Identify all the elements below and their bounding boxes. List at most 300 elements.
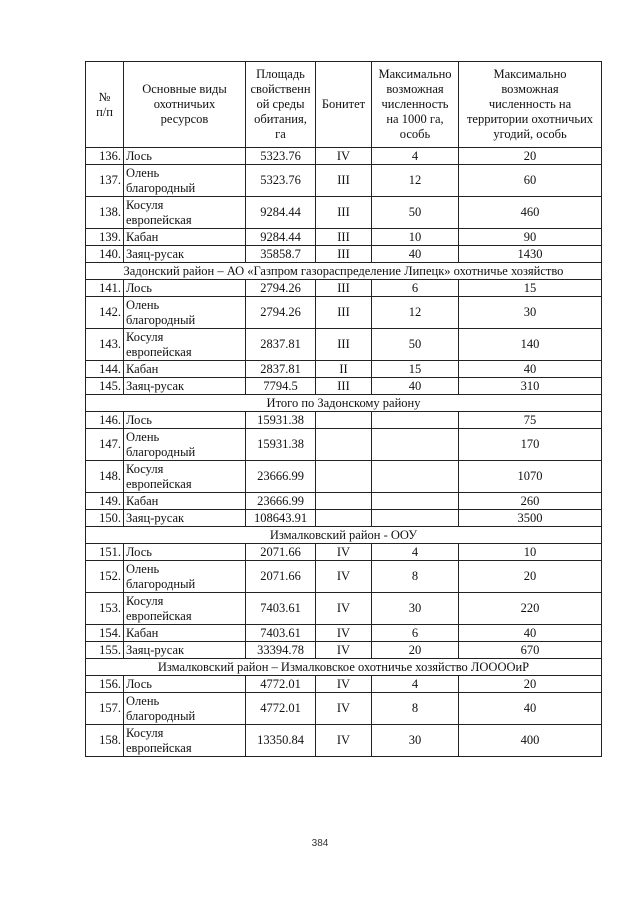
cell-text: III (337, 280, 350, 295)
section-title: Измалковский район - ООУ (86, 527, 602, 544)
row-number-cell (86, 642, 124, 659)
section-title: Задонский район – АО «Газпром газораспределение Липецк» охотничье хозяйство (86, 263, 602, 280)
table-row (86, 593, 602, 625)
species-cell (124, 165, 246, 197)
cell-text: IV (336, 642, 351, 657)
area-cell (246, 510, 316, 527)
cell-text: Олень (126, 165, 160, 180)
area-cell (246, 429, 316, 461)
density-cell (372, 378, 459, 395)
cell-text: европейская (126, 344, 192, 359)
bonitet-cell (316, 461, 372, 493)
species-cell (124, 593, 246, 625)
bonitet-cell (316, 229, 372, 246)
row-number-cell (86, 561, 124, 593)
max-count-cell (459, 429, 602, 461)
cell-text: 151. (99, 544, 121, 559)
cell-text: Косуля (126, 725, 164, 740)
cell-text: 1430 (517, 246, 543, 261)
section-header-row (86, 659, 602, 676)
bonitet-cell (316, 561, 372, 593)
cell-text: 12 (408, 305, 422, 319)
cell-text: 145. (99, 378, 121, 393)
cell-text: 7794.5 (263, 378, 298, 393)
area-cell (246, 725, 316, 757)
table-row (86, 246, 602, 263)
cell-text: 23666.99 (257, 493, 304, 508)
density-cell (372, 148, 459, 165)
header-line: га (275, 127, 286, 141)
cell-text: 20 (523, 148, 537, 163)
cell-text: благородный (126, 180, 196, 195)
cell-text: 310 (520, 378, 540, 393)
cell-text: III (337, 173, 350, 187)
cell-text: Олень (126, 693, 160, 708)
species-cell (124, 148, 246, 165)
row-number-cell (86, 329, 124, 361)
density-cell (372, 544, 459, 561)
header-line: ресурсов (160, 112, 209, 126)
cell-text: Олень (126, 561, 160, 576)
cell-text: Косуля (126, 197, 164, 212)
cell-text: 156. (99, 676, 121, 691)
cell-text: 10 (523, 544, 537, 559)
cell-text: 170 (520, 437, 540, 451)
cell-text: 40 (408, 246, 422, 261)
cell-text: III (337, 305, 350, 319)
max-count-cell (459, 148, 602, 165)
species-cell (124, 297, 246, 329)
cell-text: 75 (523, 412, 537, 427)
bonitet-cell (316, 361, 372, 378)
cell-text: 23666.99 (257, 469, 304, 483)
cell-text: 108643.91 (253, 510, 308, 525)
area-cell (246, 544, 316, 561)
cell-text: 12 (408, 173, 422, 187)
cell-text: 2837.81 (260, 361, 301, 376)
cell-text: 15 (408, 361, 422, 376)
cell-text: Косуля (126, 461, 164, 476)
table-row (86, 625, 602, 642)
species-cell (124, 361, 246, 378)
table-body (86, 148, 602, 757)
cell-text: 4 (411, 148, 419, 163)
max-count-cell (459, 361, 602, 378)
cell-text: 148. (99, 469, 121, 483)
species-cell (124, 429, 246, 461)
cell-text: 149. (99, 493, 121, 508)
table-row (86, 676, 602, 693)
cell-text: 153. (99, 601, 121, 615)
cell-text: 4 (411, 544, 419, 559)
area-cell (246, 378, 316, 395)
section-header-row (86, 395, 602, 412)
table-row (86, 642, 602, 659)
bonitet-cell (316, 693, 372, 725)
cell-text: 50 (408, 205, 422, 219)
header-line: охотничьих (153, 97, 216, 111)
table-row (86, 280, 602, 297)
cell-text: 157. (99, 701, 121, 715)
header-line: свойственн (250, 82, 311, 96)
bonitet-cell (316, 329, 372, 361)
area-cell (246, 412, 316, 429)
cell-text: IV (336, 544, 351, 559)
area-cell (246, 493, 316, 510)
cell-text: 150. (99, 510, 121, 525)
row-number-cell (86, 246, 124, 263)
table-row (86, 197, 602, 229)
density-cell (372, 593, 459, 625)
bonitet-cell (316, 412, 372, 429)
cell-text: III (337, 337, 350, 351)
cell-text: благородный (126, 708, 196, 723)
table-row (86, 693, 602, 725)
cell-text: Заяц-русак (126, 378, 185, 393)
cell-text: 260 (520, 493, 540, 508)
table-row (86, 544, 602, 561)
cell-text: европейская (126, 476, 192, 491)
cell-text: 2071.66 (260, 544, 301, 559)
header-line: угодий, особь (493, 127, 567, 141)
cell-text: 90 (523, 229, 537, 244)
cell-text: 154. (99, 625, 121, 640)
cell-text: 20 (408, 642, 422, 657)
species-cell (124, 229, 246, 246)
area-cell (246, 642, 316, 659)
bonitet-cell (316, 297, 372, 329)
header-line: Бонитет (321, 97, 366, 111)
cell-text: 4 (411, 676, 419, 691)
density-cell (372, 280, 459, 297)
header-line: обитания, (254, 112, 307, 126)
species-cell (124, 544, 246, 561)
cell-text: 9284.44 (260, 205, 301, 219)
density-cell (372, 725, 459, 757)
bonitet-cell (316, 676, 372, 693)
cell-text: 139. (99, 229, 121, 244)
row-number-cell (86, 676, 124, 693)
cell-text: европейская (126, 740, 192, 755)
area-cell (246, 297, 316, 329)
density-cell (372, 246, 459, 263)
table-row (86, 510, 602, 527)
species-cell (124, 493, 246, 510)
cell-text: 6 (411, 280, 419, 295)
cell-text: 8 (411, 569, 419, 583)
area-cell (246, 229, 316, 246)
max-count-cell (459, 676, 602, 693)
cell-text: II (339, 361, 348, 376)
cell-text: 15931.38 (257, 412, 304, 427)
cell-text: 138. (99, 205, 121, 219)
cell-text: 5323.76 (260, 148, 301, 163)
cell-text: Косуля (126, 593, 164, 608)
cell-text: 40 (523, 701, 537, 715)
density-cell (372, 412, 459, 429)
cell-text: 10 (408, 229, 422, 244)
species-cell (124, 412, 246, 429)
header-line: Площадь (256, 67, 305, 81)
cell-text: 33394.78 (257, 642, 304, 657)
bonitet-cell (316, 725, 372, 757)
row-number-cell (86, 461, 124, 493)
cell-text: 7403.61 (260, 601, 301, 615)
header-line: особь (399, 127, 431, 141)
header-line: возможная (386, 82, 444, 96)
max-count-cell (459, 378, 602, 395)
density-cell (372, 361, 459, 378)
cell-text: 460 (520, 205, 540, 219)
cell-text: IV (336, 601, 351, 615)
max-count-cell (459, 693, 602, 725)
cell-text: 144. (99, 361, 121, 376)
cell-text: IV (336, 569, 351, 583)
hunting-resources-table (85, 61, 602, 757)
density-cell (372, 329, 459, 361)
bonitet-cell (316, 378, 372, 395)
species-cell (124, 329, 246, 361)
area-cell (246, 165, 316, 197)
species-cell (124, 280, 246, 297)
cell-text: Кабан (126, 361, 159, 376)
species-cell (124, 642, 246, 659)
cell-text: 140 (520, 337, 540, 351)
species-cell (124, 725, 246, 757)
cell-text: 30 (523, 305, 537, 319)
header-line: № (98, 89, 111, 104)
max-count-cell (459, 412, 602, 429)
header-line: Максимально (493, 67, 567, 81)
cell-text: 136. (99, 148, 121, 163)
cell-text: IV (336, 701, 351, 715)
table-row (86, 461, 602, 493)
species-cell (124, 378, 246, 395)
species-cell (124, 693, 246, 725)
cell-text: 40 (523, 625, 537, 640)
cell-text: IV (336, 676, 351, 691)
density-cell (372, 461, 459, 493)
cell-text: Лось (126, 412, 152, 427)
cell-text: 13350.84 (257, 733, 304, 747)
table-row (86, 165, 602, 197)
table-row (86, 148, 602, 165)
header-line: Максимально (378, 67, 452, 81)
section-header-row (86, 263, 602, 280)
bonitet-cell (316, 280, 372, 297)
cell-text: IV (336, 625, 351, 640)
cell-text: 670 (520, 642, 540, 657)
cell-text: благородный (126, 444, 196, 459)
species-cell (124, 246, 246, 263)
density-cell (372, 642, 459, 659)
row-number-cell (86, 510, 124, 527)
species-cell (124, 625, 246, 642)
max-count-cell (459, 197, 602, 229)
cell-text: 15 (523, 280, 537, 295)
cell-text: 40 (523, 361, 537, 376)
cell-text: III (337, 378, 350, 393)
cell-text: благородный (126, 312, 196, 327)
cell-text: 152. (99, 569, 121, 583)
cell-text: Кабан (126, 493, 159, 508)
cell-text: 9284.44 (260, 229, 301, 244)
density-cell (372, 676, 459, 693)
max-count-cell (459, 165, 602, 197)
density-cell (372, 493, 459, 510)
area-cell (246, 148, 316, 165)
header-line: п/п (96, 104, 113, 119)
cell-text: Лось (126, 148, 152, 163)
cell-text: IV (336, 148, 351, 163)
area-cell (246, 361, 316, 378)
max-count-cell (459, 642, 602, 659)
density-cell (372, 165, 459, 197)
max-count-cell (459, 544, 602, 561)
bonitet-cell (316, 493, 372, 510)
cell-text: Заяц-русак (126, 510, 185, 525)
area-cell (246, 246, 316, 263)
cell-text: Лось (126, 280, 152, 295)
table-row (86, 725, 602, 757)
cell-text: 1070 (517, 469, 543, 483)
row-number-cell (86, 297, 124, 329)
table-row (86, 561, 602, 593)
area-cell (246, 329, 316, 361)
col-header-species (124, 62, 246, 148)
density-cell (372, 625, 459, 642)
cell-text: 8 (411, 701, 419, 715)
area-cell (246, 280, 316, 297)
cell-text: 137. (99, 173, 121, 187)
table-row (86, 297, 602, 329)
cell-text: 143. (99, 337, 121, 351)
cell-text: III (337, 229, 350, 244)
cell-text: Заяц-русак (126, 642, 185, 657)
bonitet-cell (316, 246, 372, 263)
cell-text: 155. (99, 642, 121, 657)
row-number-cell (86, 725, 124, 757)
max-count-cell (459, 461, 602, 493)
col-header-area (246, 62, 316, 148)
cell-text: 15931.38 (257, 437, 304, 451)
cell-text: 141. (99, 280, 121, 295)
section-title: Итого по Задонскому району (86, 395, 602, 412)
cell-text: Косуля (126, 329, 164, 344)
col-header-max-count (459, 62, 602, 148)
table-row (86, 361, 602, 378)
header-line: территории охотничьих (466, 112, 594, 126)
row-number-cell (86, 544, 124, 561)
max-count-cell (459, 593, 602, 625)
bonitet-cell (316, 625, 372, 642)
species-cell (124, 197, 246, 229)
cell-text: Лось (126, 676, 152, 691)
bonitet-cell (316, 197, 372, 229)
cell-text: 3500 (517, 510, 543, 525)
bonitet-cell (316, 510, 372, 527)
cell-text: IV (336, 733, 351, 747)
cell-text: 140. (99, 246, 121, 261)
max-count-cell (459, 493, 602, 510)
species-cell (124, 676, 246, 693)
bonitet-cell (316, 593, 372, 625)
bonitet-cell (316, 148, 372, 165)
max-count-cell (459, 561, 602, 593)
cell-text: Заяц-русак (126, 246, 185, 261)
row-number-cell (86, 197, 124, 229)
area-cell (246, 693, 316, 725)
density-cell (372, 561, 459, 593)
cell-text: 50 (408, 337, 422, 351)
col-header-density (372, 62, 459, 148)
cell-text: 7403.61 (260, 625, 301, 640)
cell-text: европейская (126, 212, 192, 227)
cell-text: 220 (520, 601, 540, 615)
cell-text: 142. (99, 305, 121, 319)
density-cell (372, 693, 459, 725)
cell-text: 158. (99, 733, 121, 747)
row-number-cell (86, 593, 124, 625)
header-line: Основные виды (142, 82, 227, 96)
cell-text: 2794.26 (260, 305, 301, 319)
area-cell (246, 625, 316, 642)
cell-text: 400 (520, 733, 540, 747)
species-cell (124, 561, 246, 593)
col-header-number (86, 62, 124, 148)
species-cell (124, 461, 246, 493)
max-count-cell (459, 329, 602, 361)
table-row (86, 429, 602, 461)
area-cell (246, 561, 316, 593)
cell-text: 4772.01 (260, 676, 301, 691)
cell-text: 6 (411, 625, 419, 640)
row-number-cell (86, 378, 124, 395)
cell-text: 35858.7 (260, 246, 301, 261)
cell-text: 20 (523, 569, 537, 583)
cell-text: 2794.26 (260, 280, 301, 295)
table-row (86, 378, 602, 395)
max-count-cell (459, 510, 602, 527)
header-line: ой среды (256, 97, 305, 111)
row-number-cell (86, 493, 124, 510)
cell-text: благородный (126, 576, 196, 591)
bonitet-cell (316, 165, 372, 197)
bonitet-cell (316, 642, 372, 659)
table-row (86, 229, 602, 246)
cell-text: 40 (408, 378, 422, 393)
cell-text: Олень (126, 429, 160, 444)
area-cell (246, 593, 316, 625)
row-number-cell (86, 693, 124, 725)
cell-text: 20 (523, 676, 537, 691)
cell-text: 146. (99, 412, 121, 427)
max-count-cell (459, 625, 602, 642)
cell-text: Кабан (126, 229, 159, 244)
cell-text: Кабан (126, 625, 159, 640)
density-cell (372, 297, 459, 329)
max-count-cell (459, 297, 602, 329)
cell-text: Олень (126, 297, 160, 312)
section-header-row (86, 527, 602, 544)
density-cell (372, 229, 459, 246)
cell-text: 147. (99, 437, 121, 451)
cell-text: 2837.81 (260, 337, 301, 351)
header-line: численность (381, 97, 449, 111)
row-number-cell (86, 229, 124, 246)
cell-text: 30 (408, 601, 422, 615)
header-line: возможная (501, 82, 559, 96)
